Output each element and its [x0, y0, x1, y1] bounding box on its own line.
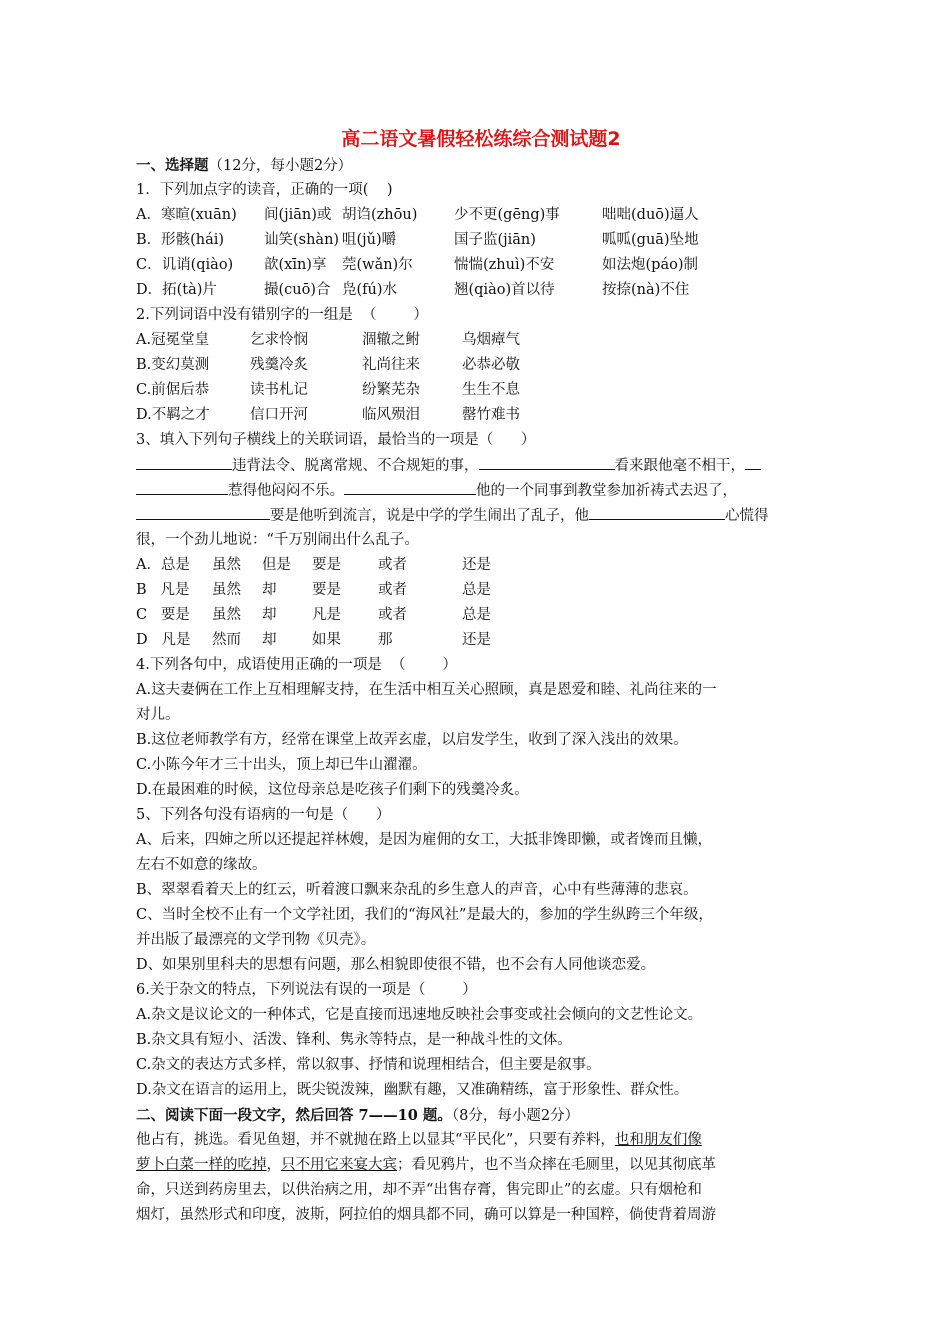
- underlined-text: 只不用它来宴大宾: [281, 1157, 397, 1173]
- option-item: 总是: [462, 582, 491, 598]
- question-3-line-3: [136, 503, 826, 528]
- question-4-option-a-cont: 对儿。: [136, 707, 180, 723]
- question-5-option-c: C、当时全校不止有一个文学社团，我们的“海风社”是最大的，参加的学生纵跨三个年级，: [136, 907, 713, 923]
- section-heading-text: 二、阅读下面一段文字，然后回答 7——10 题。: [136, 1107, 452, 1124]
- option-item: 乌烟瘴气: [462, 332, 520, 348]
- question-5-option-d: D、如果别里科夫的思想有问题，那么相貌即使很不错，也不会有人同他谈恋爱。: [136, 957, 656, 973]
- fill-blank: [136, 503, 270, 520]
- text-run: 心慌得: [725, 508, 769, 524]
- question-1-option-a: [136, 203, 826, 228]
- question-5-option-a-cont: 左右不如意的缘故。: [136, 857, 267, 873]
- option-item: 然而: [212, 632, 241, 648]
- option-item: B.变幻莫测: [136, 357, 210, 373]
- text-run: 违背法令、脱离常规、不合规矩的事，: [232, 458, 479, 474]
- option-item: 撮(cuō)合: [264, 282, 331, 298]
- text-run: 要是他听到流言，说是中学的学生闹出了乱子，他: [270, 508, 589, 524]
- option-item: 还是: [462, 632, 491, 648]
- option-item: 还是: [462, 557, 491, 573]
- option-item: A.冠冕堂皇: [136, 332, 210, 348]
- option-item: 残羹冷炙: [250, 357, 308, 373]
- option-item: 莞(wǎn)尔: [342, 257, 413, 273]
- option-item: 或者: [378, 557, 407, 573]
- option-item: 那: [378, 632, 393, 648]
- text-run: ，: [266, 1157, 281, 1173]
- question-3-option-a: [136, 553, 826, 578]
- question-4-option-c: C.小陈今年才三十出头，顶上却已牛山濯濯。: [136, 757, 427, 773]
- fill-blank: [745, 453, 761, 470]
- option-item: D 凡是: [136, 632, 191, 648]
- option-item: 咀(jǔ)嚼: [342, 232, 397, 248]
- option-item: 却: [262, 632, 277, 648]
- option-item: A．寒暄(xuān): [136, 207, 237, 223]
- option-item: 罄竹难书: [462, 407, 520, 423]
- option-item: 乞求怜悯: [250, 332, 308, 348]
- fill-blank: [589, 503, 725, 520]
- option-item: D．拓(tà)片: [136, 282, 217, 298]
- option-item: 呱呱(guā)坠地: [602, 232, 699, 248]
- option-item: C 要是: [136, 607, 190, 623]
- question-6-option-b: B.杂文具有短小、活泼、锋利、隽永等特点，是一种战斗性的文体。: [136, 1032, 572, 1048]
- option-item: 虽然: [212, 607, 241, 623]
- question-2-option-c: [136, 378, 826, 403]
- text-run: 惹得他闷闷不乐。: [228, 483, 344, 499]
- option-item: 如法炮(páo)制: [602, 257, 698, 273]
- question-2-option-b: [136, 353, 826, 378]
- question-3-line-1: [136, 453, 826, 478]
- question-5-option-b: B、翠翠看着天上的红云，听着渡口飘来杂乱的乡生意人的声音，心中有些薄薄的悲哀。: [136, 882, 698, 898]
- passage-line-4: 烟灯，虽然形式和印度，波斯，阿拉伯的烟具都不同，确可以算是一种国粹，倘使背着周游: [136, 1207, 716, 1223]
- fill-blank: [344, 478, 476, 495]
- passage-line-1: [136, 1128, 826, 1153]
- page-title: 高二语文暑假轻松练综合测试题2: [341, 128, 621, 150]
- option-item: 涸辙之鲋: [362, 332, 420, 348]
- option-item: 信口开河: [250, 407, 308, 423]
- option-item: 间(jiān)或: [264, 207, 332, 223]
- option-item: 讪笑(shàn): [264, 232, 340, 248]
- option-item: 凡是: [312, 607, 341, 623]
- option-item: 读书札记: [250, 382, 308, 398]
- option-item: 少不更(gēng)事: [454, 207, 560, 223]
- text-run: 他的一个同事到教堂参加祈祷式去迟了，: [476, 483, 737, 499]
- option-item: 纷繁芜杂: [362, 382, 420, 398]
- section-1-heading: [136, 153, 826, 178]
- question-4-stem: 4.下列各句中，成语使用正确的一项是 （ ）: [136, 657, 457, 673]
- question-2-option-d: [136, 403, 826, 428]
- option-item: 虽然: [212, 557, 241, 573]
- option-item: 要是: [312, 582, 341, 598]
- option-item: 但是: [262, 557, 291, 573]
- underlined-text: 萝卜白菜一样的吃掉: [136, 1157, 267, 1173]
- option-item: 或者: [378, 607, 407, 623]
- question-3-option-b: [136, 578, 826, 603]
- option-item: 总是: [462, 607, 491, 623]
- section-heading-text: 一、选择题: [136, 157, 209, 174]
- option-item: 惴惴(zhuì)不安: [454, 257, 555, 273]
- question-6-stem: 6.关于杂文的特点，下列说法有误的一项是（ ）: [136, 982, 477, 998]
- option-item: D.不羁之才: [136, 407, 210, 423]
- text-run: 看来跟他毫不相干，: [614, 458, 745, 474]
- question-4-option-a: A.这夫妻俩在工作上互相理解支持，在生活中相互关心照顾，真是恩爱和睦、礼尚往来的一: [136, 682, 717, 698]
- option-item: 按捺(nà)不住: [602, 282, 690, 298]
- question-6-option-a: A.杂文是议论文的一种体式，它是直接而迅速地反映社会事变或社会倾向的文艺性论文。: [136, 1007, 703, 1023]
- section-note: （8分，每小题2分）: [451, 1108, 580, 1124]
- question-5-option-c-cont: 并出版了最漂亮的文学刊物《贝壳》。: [136, 932, 376, 948]
- question-4-option-d: D.在最困难的时候，这位母亲总是吃孩子们剩下的残羹冷炙。: [136, 782, 529, 798]
- question-3-option-c: [136, 603, 826, 628]
- option-item: 歆(xīn)享: [264, 257, 327, 273]
- option-item: 如果: [312, 632, 341, 648]
- document-page: [136, 126, 826, 1228]
- passage-line-3: 命，只送到药房里去，以供治病之用，却不弄“出售存膏，售完即止”的玄虚。只有烟枪和: [136, 1182, 702, 1198]
- option-item: 临风殒泪: [362, 407, 420, 423]
- option-item: 生生不息: [462, 382, 520, 398]
- question-3-option-d: [136, 628, 826, 653]
- question-3-line-2: [136, 478, 826, 503]
- text-run: ；看见鸦片，也不当众摔在毛厕里，以见其彻底革: [397, 1157, 716, 1173]
- question-6-option-d: D.杂文在语言的运用上，既尖锐泼辣，幽默有趣，又准确精练，富于形象性、群众性。: [136, 1082, 689, 1098]
- option-item: C.前倨后恭: [136, 382, 210, 398]
- question-5-option-a: A、后来，四婶之所以还提起祥林嫂，是因为雇佣的女工，大抵非馋即懒，或者馋而且懒，: [136, 832, 712, 848]
- question-3-stem: 3、填入下列句子横线上的关联词语，最恰当的一项是（ ）: [136, 432, 536, 448]
- fill-blank: [136, 453, 232, 470]
- question-4-option-b: B.这位老师教学有方，经常在课堂上故弄玄虚，以启发学生，收到了深入浅出的效果。: [136, 732, 688, 748]
- question-1-option-b: [136, 228, 826, 253]
- option-item: 凫(fú)水: [342, 282, 398, 298]
- option-item: B．形骸(hái): [136, 232, 225, 248]
- question-6-option-c: C.杂文的表达方式多样，常以叙事、抒情和说理相结合，但主要是叙事。: [136, 1057, 601, 1073]
- section-2-heading: [136, 1103, 826, 1128]
- option-item: 虽然: [212, 582, 241, 598]
- question-3-line-4: 很，一个劲儿地说：“千万别闹出什么乱子。: [136, 532, 419, 548]
- question-5-stem: 5、下列各句没有语病的一句是（ ）: [136, 807, 391, 823]
- option-item: 胡诌(zhōu): [342, 207, 418, 223]
- section-note: （12分，每小题2分）: [208, 158, 353, 174]
- text-run: 他占有，挑选。看见鱼翅，并不就抛在路上以显其“平民化”，只要有养料，: [136, 1132, 615, 1148]
- option-item: 翘(qiào)首以待: [454, 282, 555, 298]
- underlined-text: 也和朋友们像: [614, 1132, 702, 1148]
- option-item: 必恭必敬: [462, 357, 520, 373]
- option-item: B 凡是: [136, 582, 190, 598]
- passage-line-2: [136, 1153, 826, 1178]
- option-item: 却: [262, 607, 277, 623]
- fill-blank: [479, 453, 615, 470]
- option-item: 咄咄(duō)逼人: [602, 207, 699, 223]
- option-item: 或者: [378, 582, 407, 598]
- question-1-option-d: [136, 278, 826, 303]
- option-item: 却: [262, 582, 277, 598]
- option-item: 国子监(jiān): [454, 232, 536, 248]
- question-2-stem: 2.下列词语中没有错别字的一组是 （ ）: [136, 307, 428, 323]
- option-item: C．讥诮(qiào): [136, 257, 234, 273]
- option-item: A．总是: [136, 557, 190, 573]
- question-1-stem: 1．下列加点字的读音，正确的一项( ): [136, 182, 393, 198]
- question-1-option-c: [136, 253, 826, 278]
- option-item: 礼尚往来: [362, 357, 420, 373]
- question-2-option-a: [136, 328, 826, 353]
- fill-blank: [136, 478, 228, 495]
- option-item: 要是: [312, 557, 341, 573]
